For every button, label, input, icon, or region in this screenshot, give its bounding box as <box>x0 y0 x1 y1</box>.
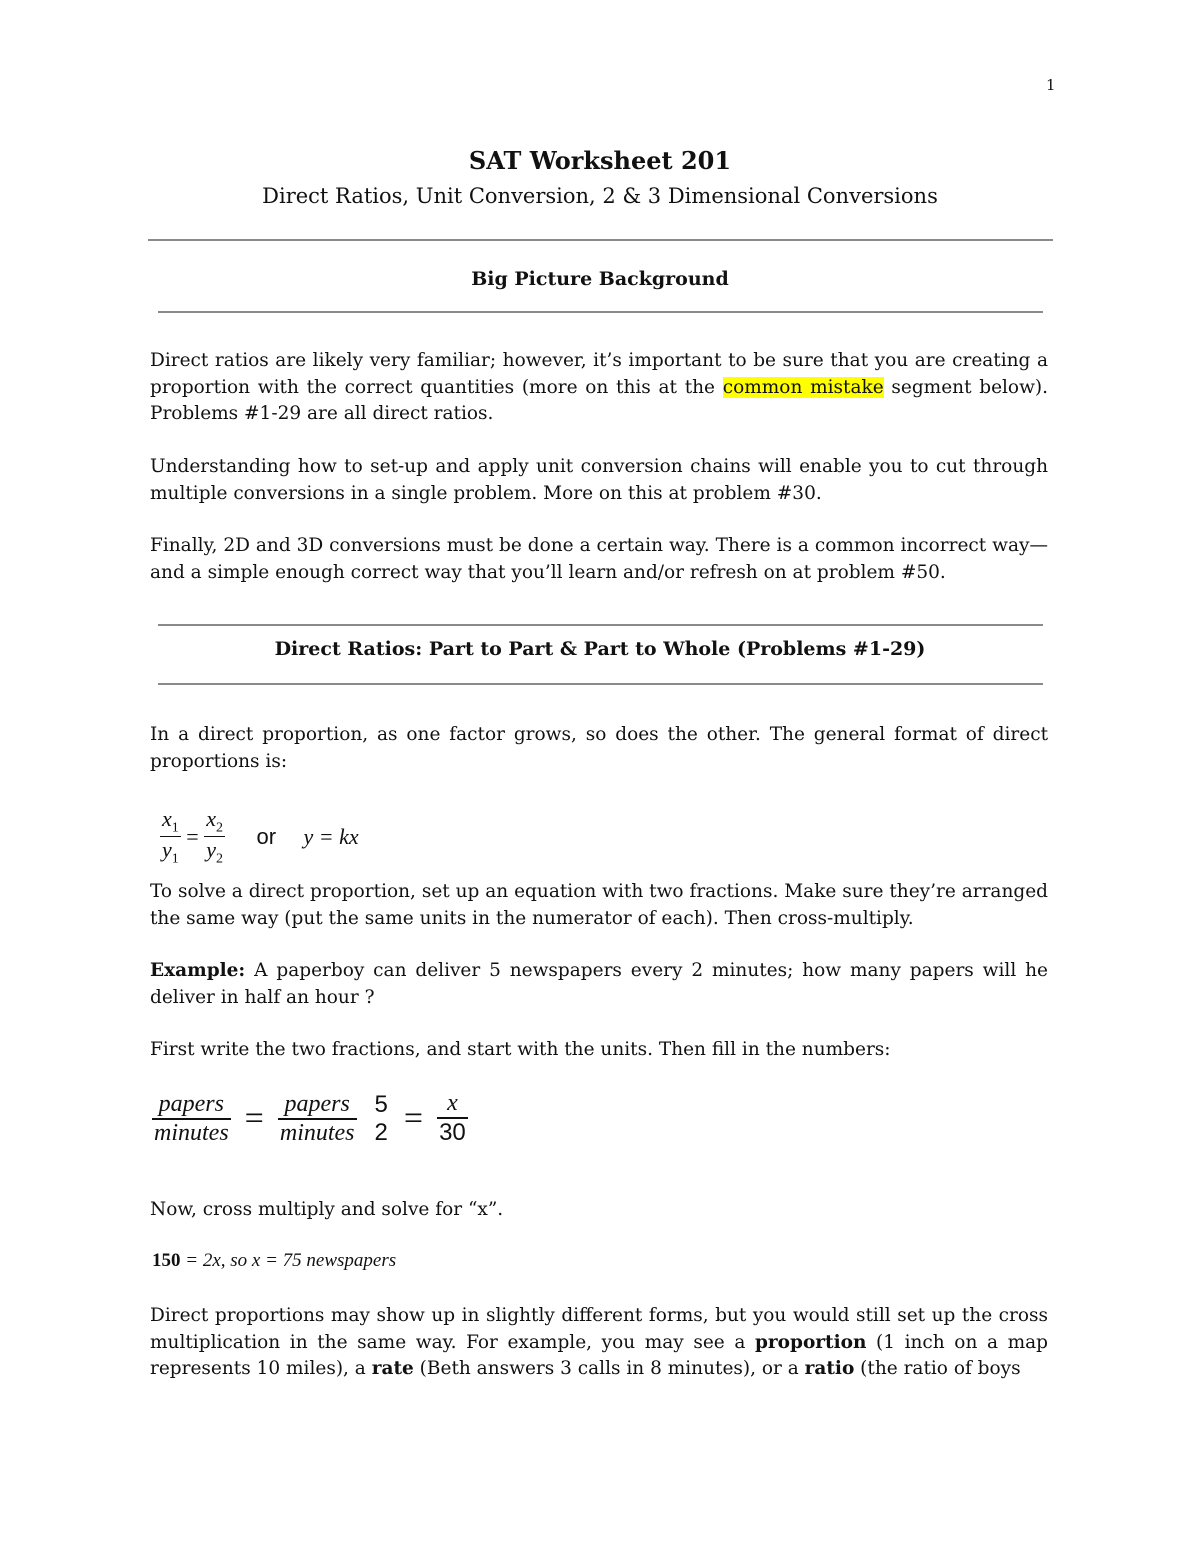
result-rest: = 2x, so x = 75 newspapers <box>180 1250 397 1271</box>
paragraph-cross-multiply: Now, cross multiply and solve for “x”. <box>150 1199 504 1220</box>
highlighted-text: common mistake <box>722 376 884 398</box>
fraction: $\frac{x_2}{y_2}$ <box>206 806 223 867</box>
proportion-formula <box>160 806 359 867</box>
example-text: A paperboy can deliver 5 newspapers every 2 minutes; how many papers will he deliver in half an hour ? <box>150 960 1048 1008</box>
fraction: 5 2 <box>374 1090 388 1146</box>
page-title: SAT Worksheet 201 <box>468 146 732 175</box>
fraction: $\frac{\text{papers}}{\text{minutes}}$ <box>279 1090 355 1146</box>
paragraph-text: (Beth answers 3 calls in 8 minutes), or a <box>413 1358 805 1379</box>
paragraph-example <box>150 958 1048 1011</box>
fraction: $\frac{\text{papers}}{\text{minutes}}$ <box>154 1090 229 1146</box>
result-lhs: 150 <box>152 1250 181 1271</box>
paragraph-forms <box>150 1303 1048 1383</box>
paragraph-2d-3d: Finally, 2D and 3D conversions must be done a certain way. There is a common incorrect way—and a simple enough correct way that you’ll learn and/or refresh on at problem #50. <box>150 535 1048 583</box>
formula-ykx: y = kx <box>303 823 359 849</box>
paragraph-text: Direct ratios are likely very familiar; however, it’s important to be sure that you are creating a proportion with the correct quantities (more on this at the <box>150 350 1048 398</box>
paragraph-direct-ratios <box>150 348 1048 428</box>
section-divider <box>158 311 1043 313</box>
paragraph-solve: To solve a direct proportion, set up an equation with two fractions. Make sure they’re arranged the same way (put the same units in the numerator of each). Then cross-multiply. <box>150 881 1048 929</box>
example-equation <box>152 1090 468 1160</box>
page-number: 1 <box>1046 76 1056 94</box>
paragraph-text: Direct proportions may show up in slightly different forms, but you would still set up the cross multiplication in the same way. For example, you may see a <box>150 1305 1048 1353</box>
term-ratio: ratio <box>804 1358 855 1379</box>
paragraph-first-write: First write the two fractions, and start with the units. Then fill in the numbers: <box>150 1039 891 1060</box>
title-divider <box>148 239 1053 241</box>
term-proportion: proportion <box>754 1331 867 1353</box>
equals-sign: = <box>244 1099 264 1137</box>
result-equation <box>152 1250 396 1272</box>
fraction: $\frac{x_1}{y_1}$ <box>162 806 179 867</box>
example-label: Example: <box>150 960 246 981</box>
section-heading-background: Big Picture Background <box>471 268 729 290</box>
section-divider <box>158 683 1043 685</box>
section-heading-direct-ratios: Direct Ratios: Part to Part & Part to Whole (Problems #1-29) <box>274 638 926 660</box>
paragraph-text: (the ratio of boys <box>854 1358 1021 1379</box>
section-divider <box>158 624 1043 626</box>
page-subtitle: Direct Ratios, Unit Conversion, 2 & 3 Dimensional Conversions <box>262 184 938 208</box>
equals-sign: = <box>403 1099 424 1137</box>
paragraph-intro: In a direct proportion, as one factor grows, so does the other. The general format of direct proportions is: <box>150 724 1048 772</box>
term-rate: rate <box>371 1358 414 1379</box>
paragraph-text: (1 inch on a map represents 10 miles), a <box>150 1331 1048 1379</box>
paragraph-text: segment below). Problems #1-29 are all direct ratios. <box>150 376 1049 424</box>
or-text: or <box>256 823 277 849</box>
paragraph-unit-conversion: Understanding how to set-up and apply unit conversion chains will enable you to cut through multiple conversions in a single problem. More on this at problem #30. <box>150 456 1048 504</box>
equals-sign: = <box>186 823 199 849</box>
fraction: $\frac{x}{30}$ <box>439 1090 466 1146</box>
